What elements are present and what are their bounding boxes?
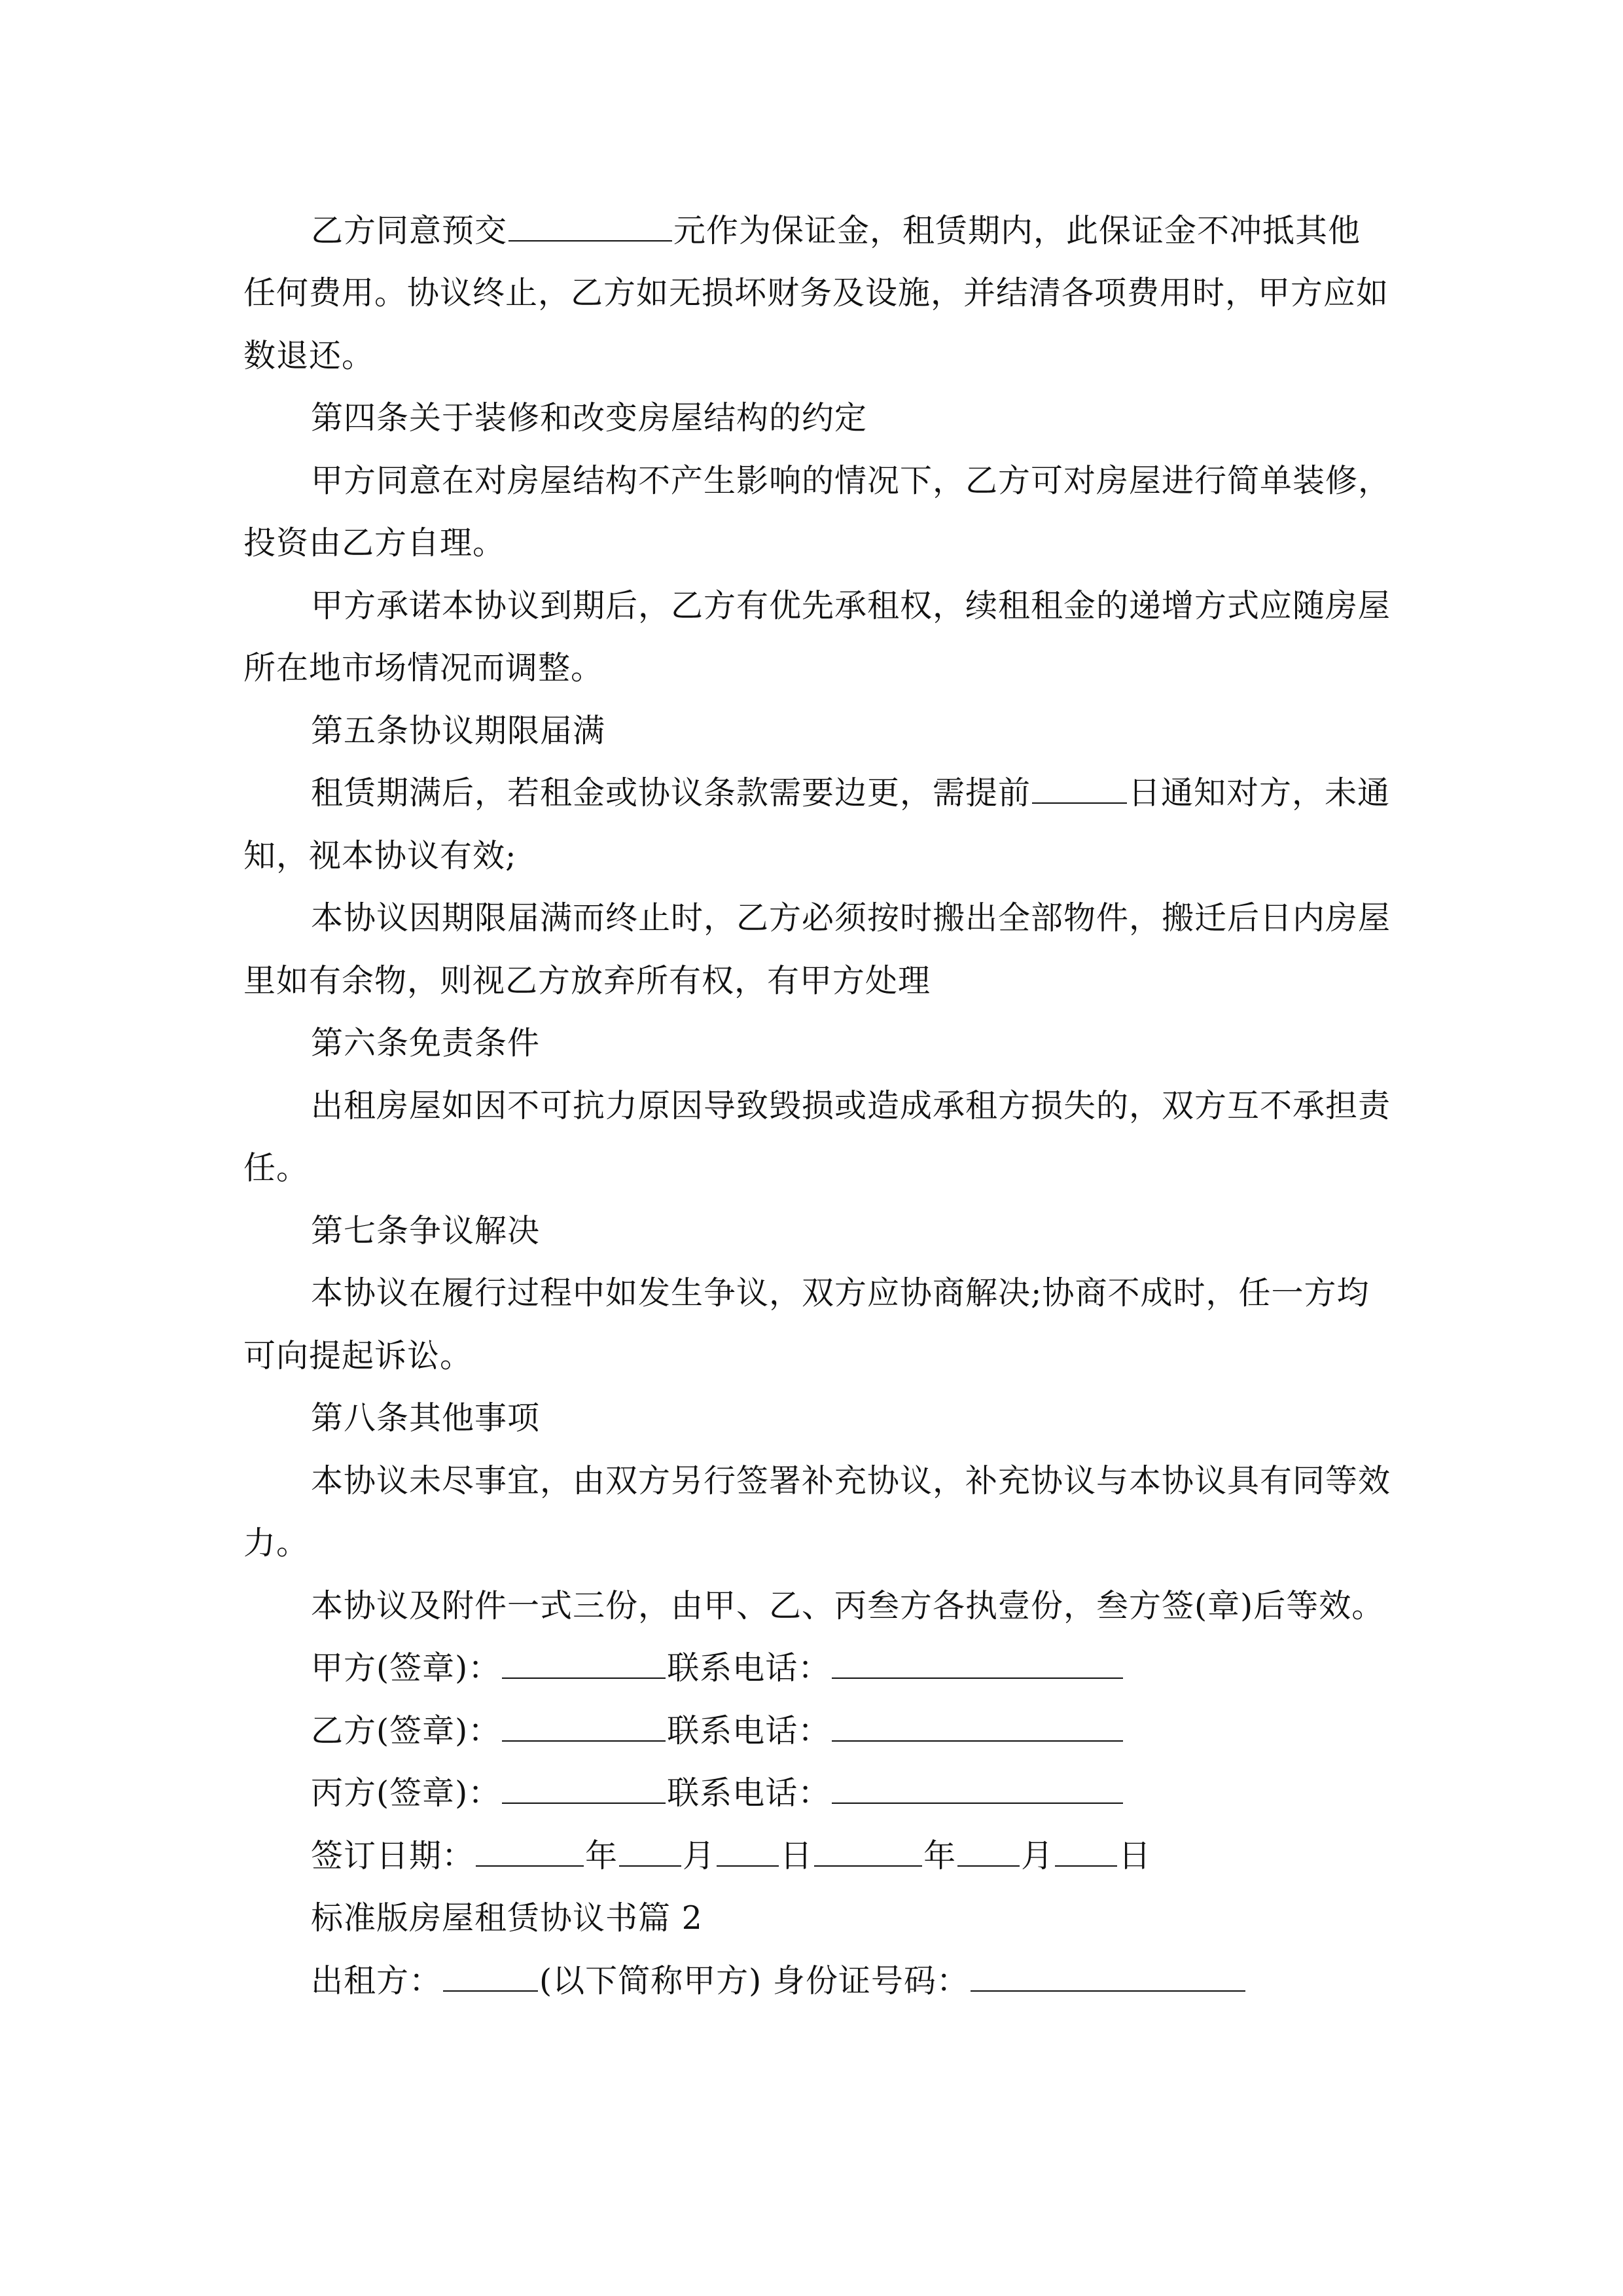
article-8-title: 第八条其他事项 xyxy=(311,1399,541,1437)
party-a-signature-blank[interactable] xyxy=(502,1649,666,1679)
signature-row-party-b xyxy=(311,1712,1124,1751)
deposit-paragraph-line-1 xyxy=(311,211,1361,251)
article-4-paragraph-1-line-1: 甲方同意在对房屋结构不产生影响的情况下，乙方可对房屋进行简单装修， xyxy=(311,462,1391,499)
article-6-title: 第六条免责条件 xyxy=(311,1024,541,1062)
date-2-day-blank[interactable] xyxy=(1055,1837,1117,1867)
lessor-id-blank[interactable] xyxy=(971,1962,1245,1992)
lessor-label: 出租方： xyxy=(311,1962,442,2000)
notice-text-start: 租赁期满后，若租金或协议条款需要边更，需提前 xyxy=(311,774,1031,812)
party-b-phone-blank[interactable] xyxy=(832,1712,1123,1742)
article-5-paragraph-1-line-1 xyxy=(311,774,1390,813)
signing-date-row xyxy=(311,1837,1151,1876)
party-a-label: 甲方(签章)： xyxy=(311,1649,501,1687)
article-5-paragraph-2-line-1: 本协议因期限届满而终止时，乙方必须按时搬出全部物件，搬迁后日内房屋 xyxy=(311,899,1391,937)
date-2-month-blank[interactable] xyxy=(957,1837,1020,1867)
date-2-month-label: 月 xyxy=(1021,1837,1054,1874)
date-1-year-blank[interactable] xyxy=(476,1837,584,1867)
article-5-paragraph-2-line-2: 里如有余物，则视乙方放弃所有权，有甲方处理 xyxy=(243,962,931,999)
lessor-row xyxy=(311,1962,1247,2001)
party-c-signature-blank[interactable] xyxy=(502,1774,666,1804)
deposit-amount-blank[interactable] xyxy=(508,211,672,242)
article-7-paragraph-line-1: 本协议在履行过程中如发生争议，双方应协商解决;协商不成时，任一方均 xyxy=(311,1274,1370,1312)
notice-days-blank[interactable] xyxy=(1032,774,1127,804)
signing-date-label: 签订日期： xyxy=(311,1837,475,1874)
lessor-id-label: (以下简称甲方) 身份证号码： xyxy=(539,1962,969,2000)
party-a-phone-blank[interactable] xyxy=(832,1649,1123,1679)
date-1-month-label: 月 xyxy=(683,1837,716,1874)
section-2-title: 标准版房屋租赁协议书篇 2 xyxy=(311,1899,703,1937)
deposit-text-end: 元作为保证金，租赁期内，此保证金不冲抵其他 xyxy=(673,212,1361,249)
article-4-paragraph-2-line-2: 所在地市场情况而调整。 xyxy=(243,649,604,687)
date-2-year-blank[interactable] xyxy=(814,1837,922,1867)
party-a-phone-label: 联系电话： xyxy=(667,1649,831,1687)
party-b-phone-label: 联系电话： xyxy=(667,1712,831,1749)
deposit-paragraph-line-3: 数退还。 xyxy=(243,337,375,374)
party-c-phone-blank[interactable] xyxy=(832,1774,1123,1804)
article-7-title: 第七条争议解决 xyxy=(311,1212,541,1249)
party-b-signature-blank[interactable] xyxy=(502,1712,666,1742)
article-6-paragraph-line-1: 出租房屋如因不可抗力原因导致毁损或造成承租方损失的，双方互不承担责 xyxy=(311,1087,1391,1124)
signature-row-party-c xyxy=(311,1774,1124,1813)
date-2-day-label: 日 xyxy=(1118,1837,1152,1874)
article-8-paragraph-1-line-1: 本协议未尽事宜，由双方另行签署补充协议，补充协议与本协议具有同等效 xyxy=(311,1462,1391,1499)
party-c-phone-label: 联系电话： xyxy=(667,1774,831,1812)
date-1-day-label: 日 xyxy=(780,1837,813,1874)
article-4-paragraph-2-line-1: 甲方承诺本协议到期后，乙方有优先承租权，续租租金的递增方式应随房屋 xyxy=(311,587,1391,624)
article-8-paragraph-2: 本协议及附件一式三份，由甲、乙、丙叁方各执壹份，叁方签(章)后等效。 xyxy=(311,1587,1385,1624)
date-1-month-blank[interactable] xyxy=(619,1837,681,1867)
article-7-paragraph-line-2: 可向提起诉讼。 xyxy=(243,1337,473,1374)
date-1-day-blank[interactable] xyxy=(717,1837,779,1867)
party-c-label: 丙方(签章)： xyxy=(311,1774,501,1812)
date-1-year-label: 年 xyxy=(585,1837,618,1874)
lessor-name-blank[interactable] xyxy=(443,1962,538,1992)
party-b-label: 乙方(签章)： xyxy=(311,1712,501,1749)
signature-row-party-a xyxy=(311,1649,1124,1688)
article-8-paragraph-1-line-2: 力。 xyxy=(243,1524,310,1562)
deposit-paragraph-line-2: 任何费用。协议终止，乙方如无损坏财务及设施，并结清各项费用时，甲方应如 xyxy=(243,274,1389,312)
date-2-year-label: 年 xyxy=(923,1837,957,1874)
article-5-paragraph-1-line-2: 知，视本协议有效; xyxy=(243,837,517,874)
deposit-text-start: 乙方同意预交 xyxy=(311,212,508,249)
article-6-paragraph-line-2: 任。 xyxy=(243,1149,310,1187)
article-4-title: 第四条关于装修和改变房屋结构的约定 xyxy=(311,399,868,437)
article-5-title: 第五条协议期限届满 xyxy=(311,712,606,749)
article-4-paragraph-1-line-2: 投资由乙方自理。 xyxy=(243,524,506,562)
notice-text-end: 日通知对方，未通 xyxy=(1128,774,1391,812)
